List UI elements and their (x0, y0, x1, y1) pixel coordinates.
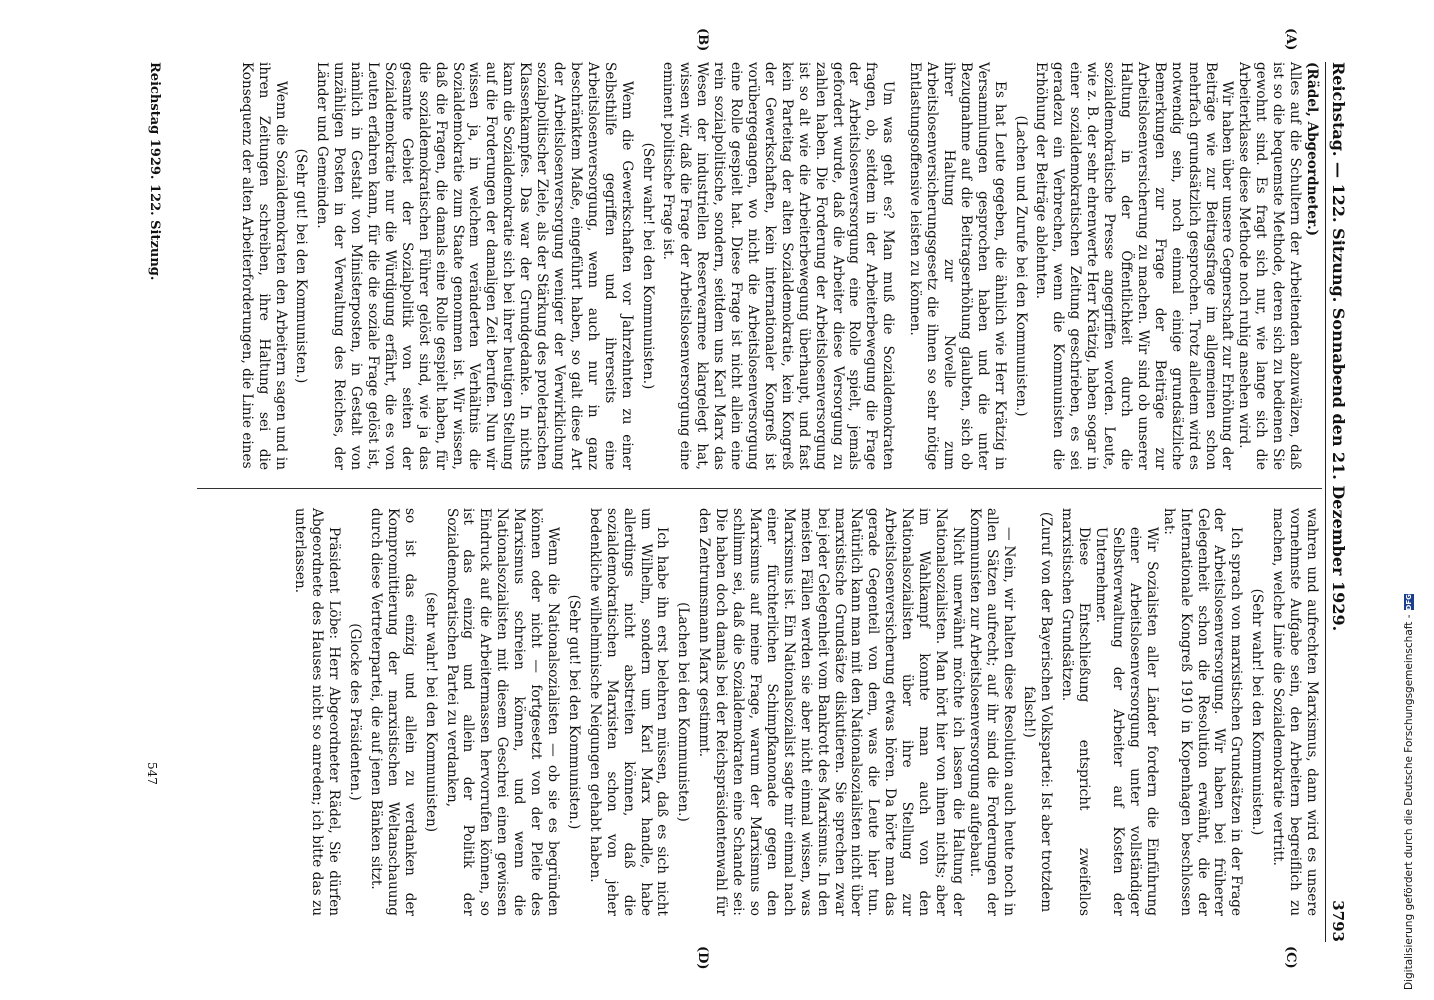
interjection: (Zuruf von der Bayerischen Volkspartei: Ist aber trotzdem falsch!) (1021, 511, 1055, 913)
paragraph: Es hat Leute gegeben, die ähnlich wie Herr Krätzig in Versammlungen gesprochen haben und die unter Bezugnahme auf die Beitragserhöhung glaubten, sich ob ihrer Haltung zur Novelle zum Arbeitslosenversicherungsgesetz die ihnen so sehr nötige Entlastungsoffensive leisten zu können. (907, 62, 1008, 470)
page-number: 3793 (1329, 900, 1348, 942)
margin-marker-a: (A) (1283, 28, 1298, 51)
paragraph: Wir haben über unsere Gegnerschaft zur Erhöhung der Beiträge wie zur Beitragsfrage im allgemeinen schon mehrfach grundsätzlich gesprochen. Trotz alledem wird es notwendig sein, noch einmal einige grundsätzliche Bemerkungen zur Frage der Beiträge zur Arbeitslosenversicherung zu machen. Wir sind ob unserer Haltung in der Öffentlichkeit durch die sozialdemokratische Presse angegriffen worden. Leute, wie z. B. der sehr ehrenwerte Herr Krätzig, haben sogar in einer sozialdemokratischen Zeitung geschrieben, es sei geradezu ein Verbrechen, wenn die Kommunisten die Erhöhung der Beiträge ablehnten. (1033, 62, 1236, 470)
dfg-logo-icon: DFG (1405, 594, 1413, 611)
interjection: (Sehr wahr! bei den Kommunisten.) (639, 142, 656, 390)
margin-marker-d: (D) (695, 946, 710, 970)
paragraph: Wenn die Nationalsozialisten — ob sie es begründen können oder nicht — fortgesetzt von der Pleite des Marxismus schreien können, und wenn die Nationalsozialisten mit diesem Geschrei einen gewissen Eindruck auf die Arbeitermassen hervorrufen können, so ist das einzig und allein der Politik der Sozialdemokratischen Partei zu verdanken, (443, 508, 562, 916)
paragraph: Ich habe ihn erst belehren müssen, daß es sich nicht um Wilhelm, sondern um Karl Marx handle, habe allerdings nicht abstreiten können, daß die sozialdemokratischen Marxisten schon von jeher bedenkliche wilhelminische Neigungen gehabt haben. (586, 508, 671, 916)
header-title: Reichstag. — 122. Sitzung. Sonnabend den 21. Dezember 1929. (1329, 62, 1349, 632)
paragraph: Wenn die Gewerkschaften vor Jahrzehnten zu einer Selbsthilfe gegriffen und ihrerseits eine Arbeitslosenversorgung, wenn auch nur in ganz beschränktem Maße, eingeführt haben, so galt diese Art der Arbeitslosenversorgung weniger der Verwirklichung sozialpolitischer Ziele, als der Stärkung des proletarischen Klassenkampfes. Das war der Grundgedanke. In nichts kann die Sozialdemokratie sich bei ihrer heutigen Stellung auf die Forderungen der damaligen Zeit berufen. Nun wir wissen ja, in welchem veränderten Verhältnis die Sozialdemokratie zum Staate genommen ist. Wir wissen, daß die Fragen, die damals eine Rolle gespielt haben, für die sozialdemokratischen Führer gelöst sind, wie ja das gesamte Gebiet der Sozialpolitik von seiten der Sozialdemokratie nur die Würdigung erfährt, die es von Leuten erfahren kann, für die die soziale Frage gelöst ist, nämlich in Gestalt von Ministerposten, in Gestalt von unzähligen Posten in der Verwaltung des Reiches, der Länder und Gemeinden. (314, 62, 635, 470)
paragraph: Ich sprach von marxistischen Grundsätzen in der Frage der Arbeitslosenversorgung. Wir haben bei früherer Gelegenheit schon die Resolution erwähnt, die der Internationale Kongreß 1910 in Kopenhagen beschlossen hat: (1160, 508, 1245, 916)
paragraph: Wenn die Sozialdemokraten den Arbeitern sagen und in ihren Zeitungen schreiben, ihre Haltung sei die Konsequenz der alten Arbeiterforderungen, die Linie eines (238, 62, 289, 470)
paragraph: Alles auf die Schultern der Arbeitenden abzuwälzen, daß ist so die bequemste Methode, deren sich zu bedienen Sie gewohnt sind. Es fragt sich nur, wie lange sich die Arbeiterklasse diese Methode noch ruhig ansehen wird. (1236, 62, 1304, 470)
margin-marker-b: (B) (695, 28, 710, 52)
interjection: (Lachen bei den Kommunisten.) (675, 602, 692, 822)
paragraph: Diese Entschließung entspricht zweifellos marxistischen Grundsätzen. (1059, 508, 1093, 916)
quotation: Wir Sozialisten aller Länder fordern die Einführung einer Arbeitslosenversorgung unter vollständiger Selbstverwaltung der Arbeiter auf Kosten der Unternehmer. (1093, 527, 1160, 916)
right-column (291, 508, 1320, 916)
president-statement: Präsident Löbe: Herr Abgeordneter Rädel, Sie dürfen Abgeordnete des Hauses nicht so anreden; ich bitte das zu unterlassen. (292, 508, 343, 916)
paragraph: Nicht unerwähnt möchte ich lassen die Haltung der Nationalsozialisten. Man hört hier von ihnen nichts; aber im Wahlkampf konnte man auch von den Nationalsozialisten über ihre Stellung zur Arbeitslosenversicherung etwas hören. Da hörte man das gerade Gegenteil von dem, was die Leute hier tun. Natürlich kann man mit den Nationalsozialisten nicht über marxistische Grundsätze diskutieren. Sie sprechen zwar bei jeder Gelegenheit vom Bankrott des Marxismus. In den meisten Fällen werden sie aber nicht einmal wissen, was Marxismus ist. Ein Nationalsozialist sagte mir einmal nach einer fürchterlichen Schimpfkanonade gegen den Marxismus auf meine Frage, warum der Marxismus so schlimm sei, daß die Sozialdemokraten eine Schande sei: Die haben doch damals bei der Reichspräsidentenwahl für den Zentrumsmann Marx gestimmt. (696, 508, 966, 916)
paragraph: so ist das einzig und allein zu verdanken der Kompromittierung der marxistischen Weltanschauung durch diese Vertreterpartei, die auf jenen Bänken sitzt. (367, 508, 418, 916)
interjection: (Lachen und Zurufe bei den Kommunisten.) (1012, 115, 1029, 417)
left-column (238, 62, 1320, 470)
sheet-number: 547 (145, 762, 159, 785)
column-divider (197, 488, 1322, 489)
margin-marker-c: (C) (1283, 946, 1298, 969)
paragraph: — Nein, wir halten diese Resolution auch heute noch in allen Sätzen aufrecht; auf ihr sind die Forderungen der Kommunisten zur Arbeitslosenversorgung aufgebaut. (966, 508, 1017, 916)
paragraph: Um was geht es? Man muß die Sozialdemokraten fragen, ob, seitdem in der Arbeiterbewegung die Frage der Arbeitslosenversorgung eine Rolle spielt, jemals gefordert wurde, daß die Arbeiter diese Versorgung zu zahlen haben. Die Forderung der Arbeitslosenversorgung ist so alt wie die Arbeiterbewegung überhaupt, und fast kein Parteitag der alten Sozialdemokratie, kein Kongreß der Gewerkschaften, kein internationaler Kongreß ist vorübergegangen, wo nicht die Arbeitslosenversorgung eine Rolle gespielt hat. Diese Frage ist nicht allein eine rein sozialpolitische, sondern, seitdem uns Karl Marx das Wesen der industriellen Reservearmee klargelegt hat, wissen wir, daß die Frage der Arbeitslosenversorgung eine eminent politische Frage ist. (660, 62, 897, 470)
speaker-line: (Rädel, Abgeordneter.) (1304, 62, 1320, 237)
document-page (95, 28, 1350, 970)
interjection: (Sehr gut! bei den Kommunisten.) (293, 148, 310, 384)
digitization-note (1403, 594, 1415, 990)
digitization-text: Digitalisierung gefördert durch die Deutsche Forschungsgemeinschaft - (1403, 614, 1415, 990)
interjection: (Sehr gut! bei den Kommunisten.) (565, 594, 582, 830)
interjection: (Sehr wahr! bei den Kommunisten.) (1249, 588, 1266, 836)
interjection: (Glocke des Präsidenten.) (347, 623, 364, 801)
interjection: (sehr wahr! bei den Kommunisten) (422, 591, 439, 833)
paragraph: wahren und aufrechten Marxismus, dann wird es unsere vornehmste Aufgabe sein, den Arbeitern begreiflich zu machen, welche Linie die Sozialdemokratie vertritt. (1270, 508, 1320, 916)
page-header (1325, 62, 1350, 942)
footer-session: Reichstag 1929. 122. Sitzung. (147, 62, 162, 281)
